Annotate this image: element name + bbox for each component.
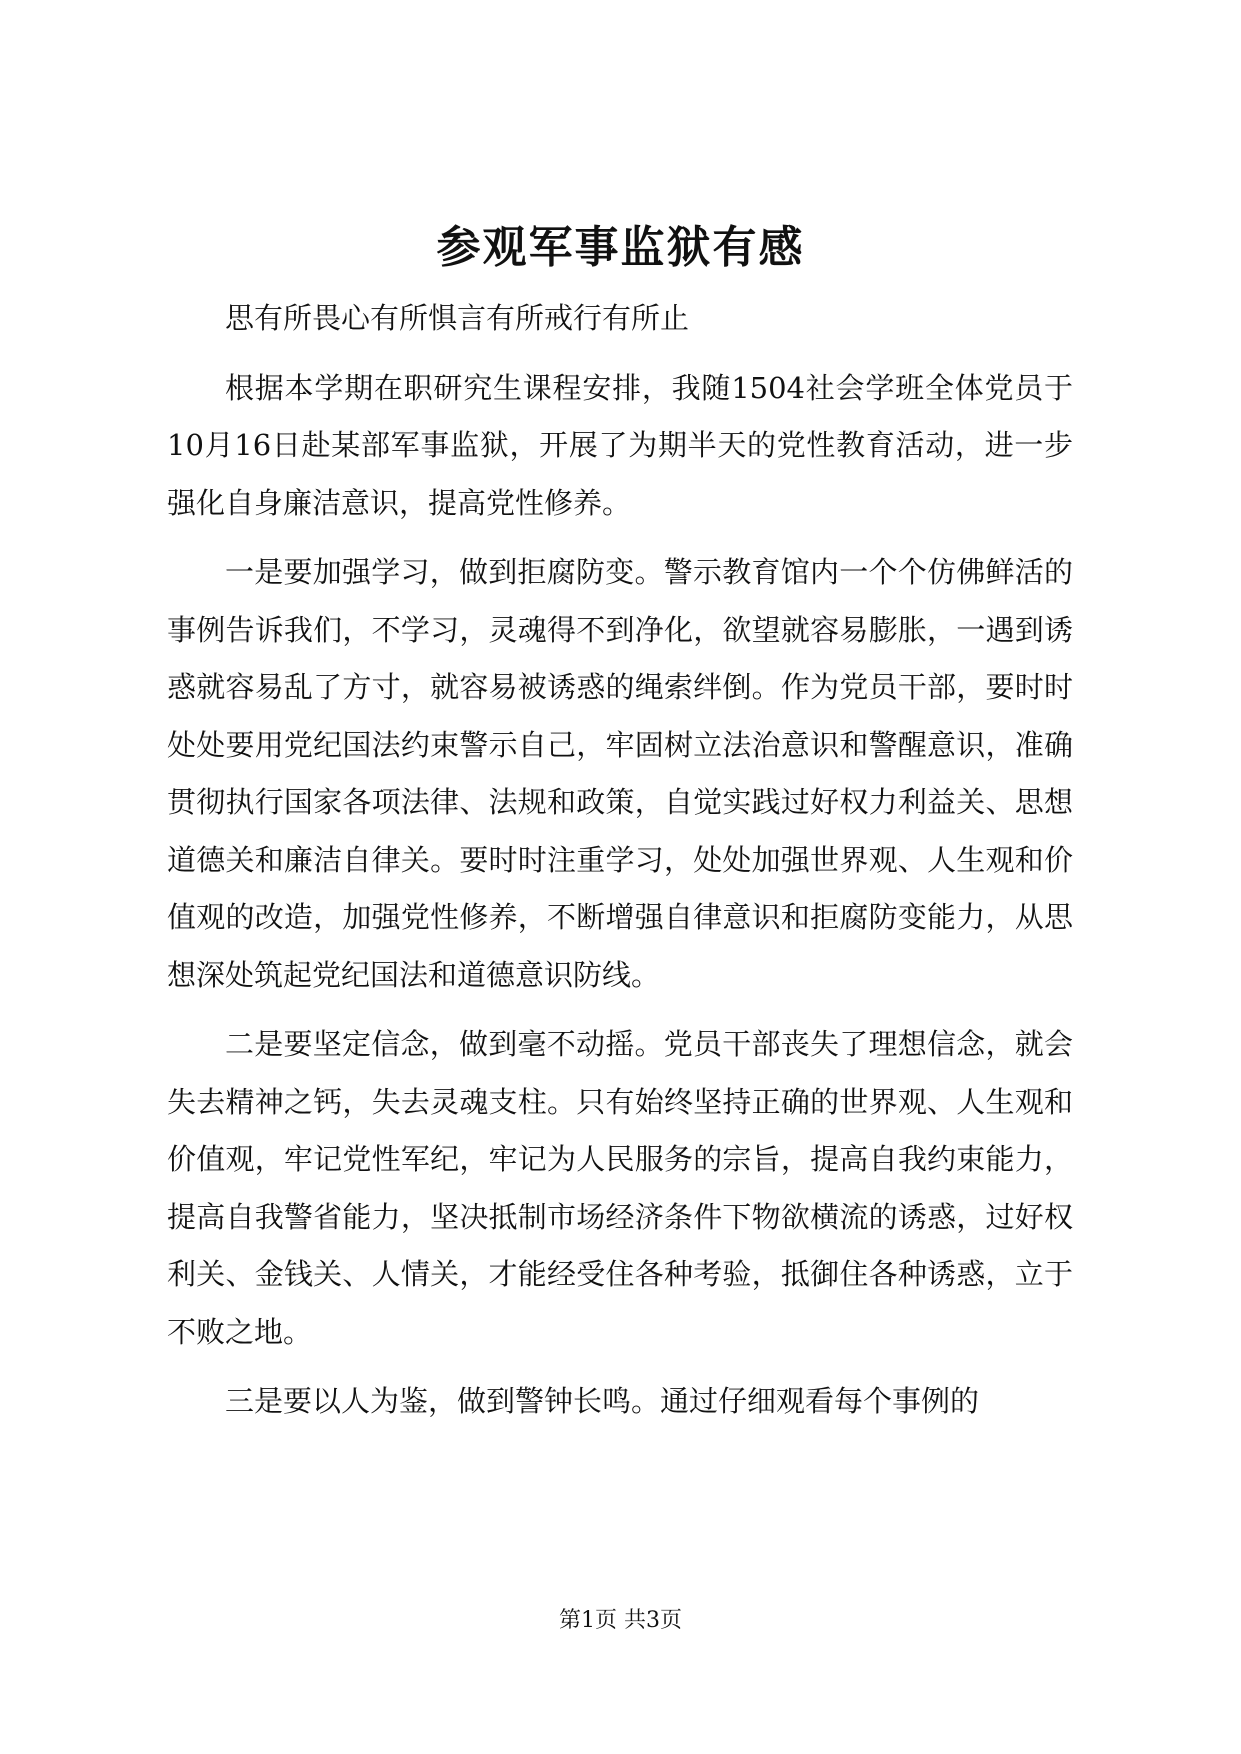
document-title: 参观军事监狱有感	[436, 222, 805, 273]
paragraph-subtitle: 思有所畏心有所惧言有所戒行有所止	[225, 301, 690, 335]
paragraph-intro: 根据本学期在职研究生课程安排，我随1504社会学班全体党员于10月16日赴某部军事监狱，开展了为期半天的党性教育活动，进一步强化自身廉洁意识，提高党性修养。	[167, 370, 1073, 520]
paragraph-point-one: 一是要加强学习，做到拒腐防变。警示教育馆内一个个仿佛鲜活的事例告诉我们，不学习，灵魂得不到净化，欲望就容易膨胀，一遇到诱惑就容易乱了方寸，就容易被诱惑的绳索绊倒。作为党员干部，要时时处处要用党纪国法约束警示自己，牢固树立法治意识和警醒意识，准确贯彻执行国家各项法律、法规和政策，自觉实践过好权力利益关、思想道德关和廉洁自律关。要时时注重学习，处处加强世界观、人生观和价值观的改造，加强党性修养，不断增强自律意识和拒腐防变能力，从思想深处筑起党纪国法和道德意识防线。	[167, 555, 1073, 992]
paragraph-point-two: 二是要坚定信念，做到毫不动摇。党员干部丧失了理想信念，就会失去精神之钙，失去灵魂支柱。只有始终坚持正确的世界观、人生观和价值观，牢记党性军纪，牢记为人民服务的宗旨，提高自我约束能力，提高自我警省能力，坚决抵制市场经济条件下物欲横流的诱惑，过好权利关、金钱关、人情关，才能经受住各种考验，抵御住各种诱惑，立于不败之地。	[167, 1027, 1073, 1349]
document-body	[167, 290, 1073, 1443]
paragraph-point-three: 三是要以人为鉴，做到警钟长鸣。通过仔细观看每个事例的	[225, 1384, 980, 1418]
page-number-footer: 第1页 共3页	[559, 1608, 682, 1633]
